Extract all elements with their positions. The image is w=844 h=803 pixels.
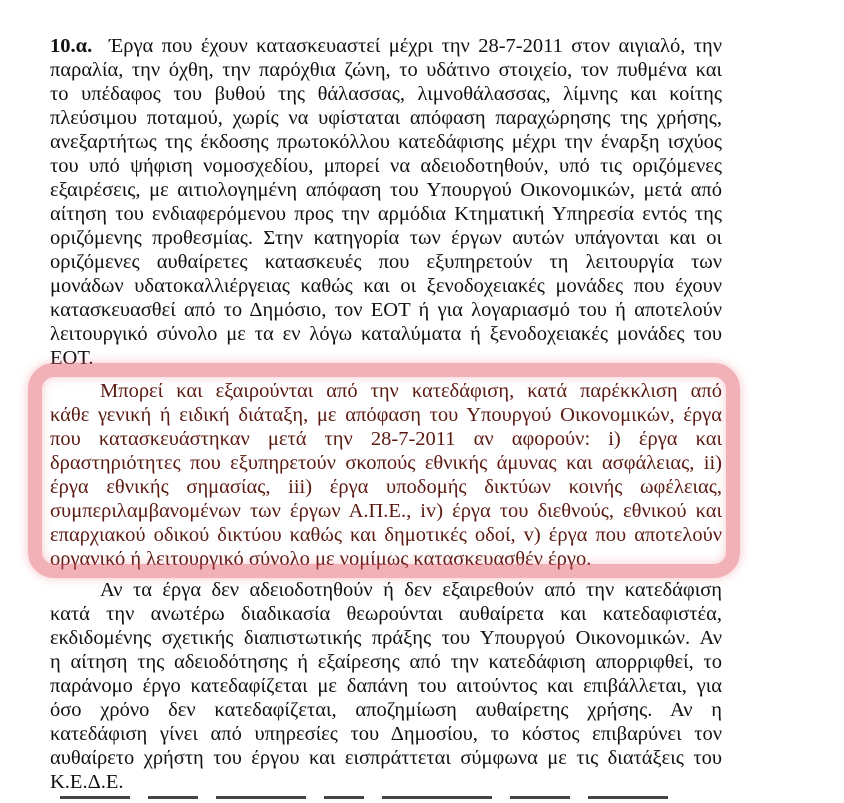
- paragraph-3-line-7: κατεδάφιση γίνει από υπηρεσίες του Δημοσίου, το κόστος επιβαρύνει τον: [50, 723, 722, 745]
- paragraph-3-line-3: εκδιδομένης σχετικής διαπιστωτικής πράξης του Υπουργού Οικονομικών. Αν: [50, 627, 722, 649]
- paragraph-1-line-13: λειτουργικό σύνολο με τα εν λόγω καταλύματα ή ξενοδοχειακές μονάδες του: [50, 323, 722, 345]
- paragraph-2-line-2: κάθε γενική ή ειδική διάταξη, με απόφαση του Υπουργού Οικονομικών, έργα: [50, 404, 722, 426]
- paragraph-2-line-8: οργανικό ή λειτουργικό σύνολο με νομίμως κατασκευασθέν έργο.: [50, 548, 592, 570]
- paragraph-1-line-7: εξαιρέσεις, με αιτιολογημένη απόφαση του Υπουργού Οικονομικών, μετά από: [50, 179, 722, 201]
- paragraph-3-line-5: παράνομο έργο κατεδαφίζεται με δαπάνη του αιτούντος και επιβάλλεται, για: [50, 675, 722, 697]
- paragraph-2-line-7: επαρχιακού οδικού δικτύου καθώς και δημοτικές οδοί, v) έργα που αποτελούν: [50, 524, 722, 546]
- paragraph-3-line-2: κατά την ανωτέρω διαδικασία θεωρούνται αυθαίρετα και κατεδαφιστέα,: [50, 603, 722, 625]
- paragraph-1-line-1: [50, 34, 722, 58]
- paragraph-1-line-14: ΕΟΤ.: [50, 347, 94, 369]
- paragraph-2-line-3: που κατασκευάστηκαν μετά την 28-7-2011 αν αφορούν: i) έργα και: [50, 428, 722, 450]
- paragraph-1-line-10: οριζόμενες αυθαίρετες κατασκευές που εξυπηρετούν τη λειτουργία των: [50, 251, 722, 273]
- paragraph-3-line-6: όσο χρόνο δεν κατεδαφίζεται, αποζημίωση αυθαίρετης χρήσης. Αν η: [50, 699, 722, 721]
- section-number: 10.α.: [50, 35, 93, 57]
- paragraph-1-line-1-text: Έργα που έχουν κατασκευαστεί μέχρι την 28-7-2011 στον αιγιαλό, την: [109, 35, 722, 57]
- cutoff-text-line: [60, 796, 700, 803]
- paragraph-1-line-9: οριζόμενης προθεσμίας. Στην κατηγορία των έργων αυτών υπάγονται και οι: [50, 227, 722, 249]
- paragraph-1-line-8: αίτηση του ενδιαφερόμενου προς την αρμόδια Κτηματική Υπηρεσία εντός της: [50, 203, 722, 225]
- paragraph-1-line-4: πλεύσιμου ποταμού, χωρίς να υφίσταται απόφαση παραχώρησης της χρήσης,: [50, 107, 722, 129]
- paragraph-2-line-5: έργα εθνικής σημασίας, iii) έργα υποδομής δικτύων κοινής ωφέλειας,: [50, 476, 722, 498]
- paragraph-2-line-1: Μπορεί και εξαιρούνται από την κατεδάφιση, κατά παρέκκλιση από: [100, 380, 722, 402]
- paragraph-1-line-2: παραλία, την όχθη, την παρόχθια ζώνη, το υδάτινο στοιχείο, τον πυθμένα και: [50, 59, 722, 81]
- paragraph-3-line-9: Κ.Ε.Δ.Ε.: [50, 771, 124, 793]
- paragraph-2-line-6: συμπεριλαμβανομένων των έργων Α.Π.Ε., iv) έργα του διεθνούς, εθνικού και: [50, 500, 722, 522]
- paragraph-3-line-4: η αίτηση της αδειοδότησης ή εξαίρεσης από την κατεδάφιση απορριφθεί, το: [50, 651, 722, 673]
- paragraph-3-line-1: Αν τα έργα δεν αδειοδοτηθούν ή δεν εξαιρεθούν από την κατεδάφιση: [100, 579, 722, 601]
- paragraph-2-line-4: δραστηριότητες που εξυπηρετούν σκοπούς εθνικής άμυνας και ασφάλειας, ii): [50, 452, 722, 474]
- paragraph-1-line-5: ανεξαρτήτως της έκδοσης πρωτοκόλλου κατεδάφισης μέχρι την έναρξη ισχύος: [50, 131, 722, 153]
- paragraph-1-line-6: του υπό ψήφιση νομοσχεδίου, μπορεί να αδειοδοτηθούν, υπό τις οριζόμενες: [50, 155, 722, 177]
- paragraph-1-line-12: κατασκευασθεί από το Δημόσιο, τον ΕΟΤ ή για λογαριασμό του ή αποτελούν: [50, 299, 722, 321]
- paragraph-3-line-8: αυθαίρετο χρήστη του έργου και εισπράττεται σύμφωνα με τις διατάξεις του: [50, 747, 722, 769]
- paragraph-1-line-11: μονάδων υδατοκαλλιέργειας καθώς και οι ξενοδοχειακές μονάδες που έχουν: [50, 275, 722, 297]
- paragraph-1-line-3: το υπέδαφος του βυθού της θάλασσας, λιμνοθάλασσας, λίμνης και κοίτης: [50, 83, 722, 105]
